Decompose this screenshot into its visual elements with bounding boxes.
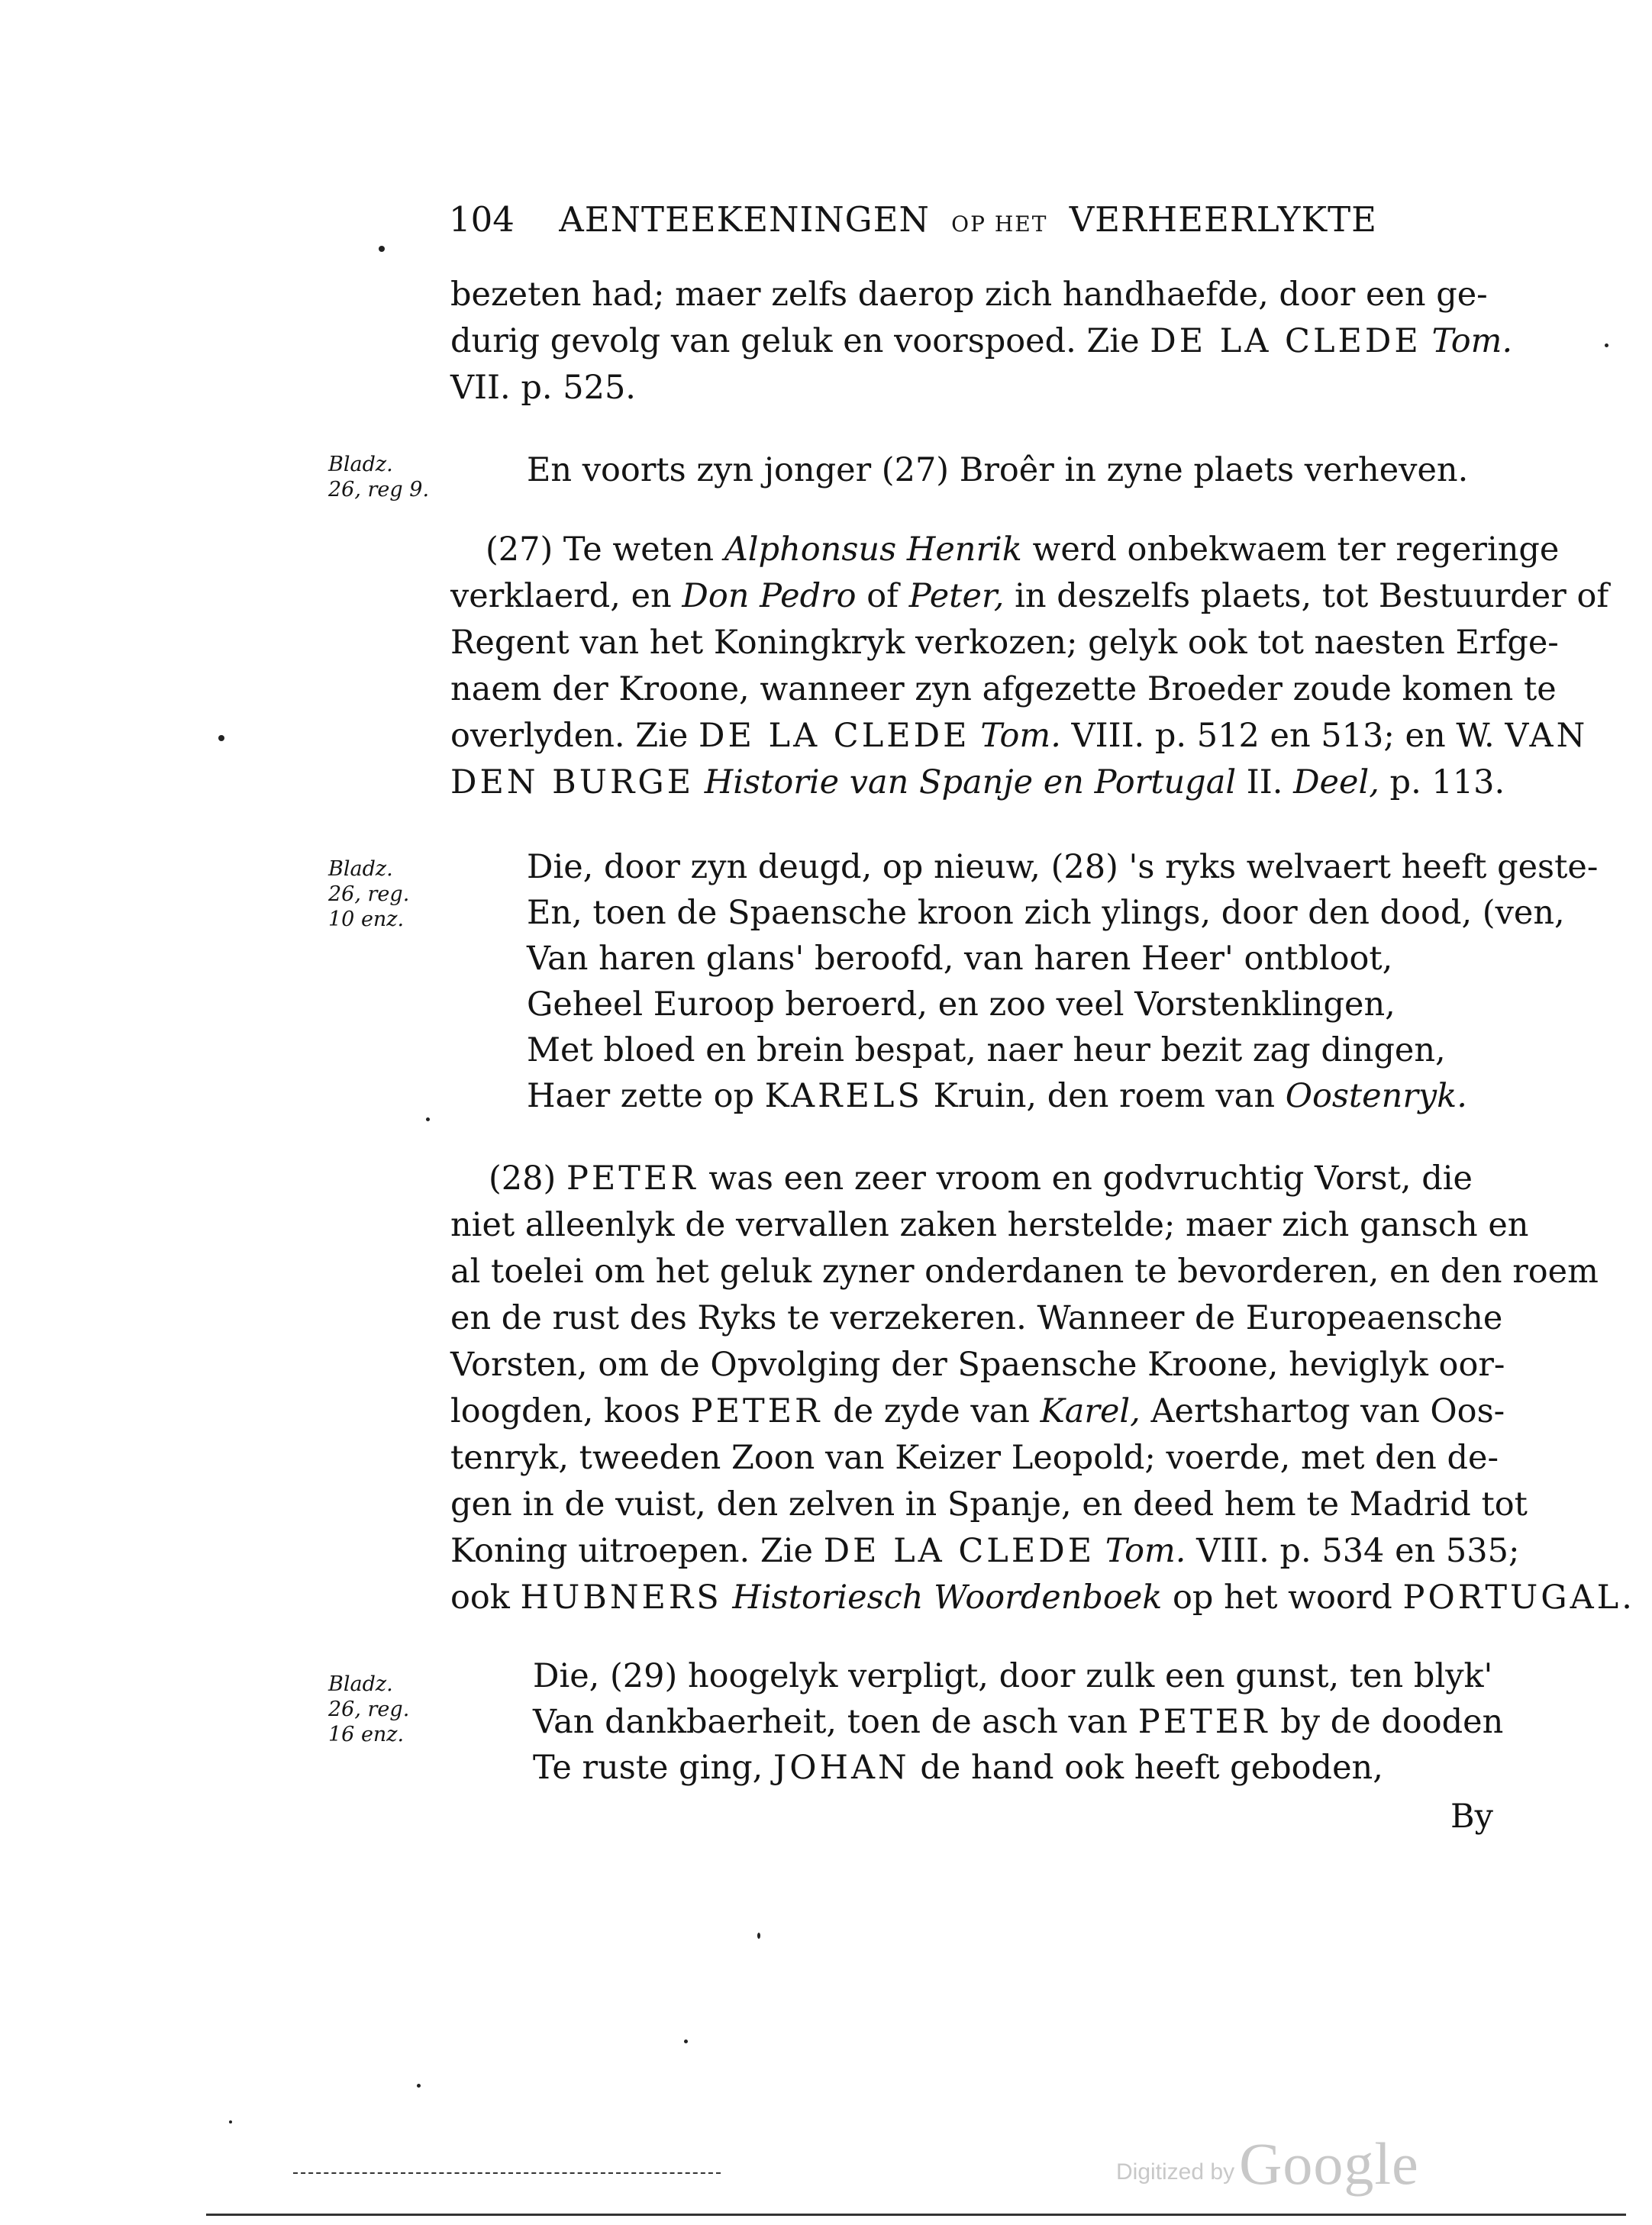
text-line: en de rust des Ryks te verzekeren. Wanneer de Europeaensche (450, 1299, 1503, 1337)
margin-note: Bladz. 26, reg. 16 enz. (328, 1672, 410, 1746)
text-line: DEN BURGE Historie van Spanje en Portugal II. Deel, p. 113. (450, 763, 1505, 801)
verse-line: En, toen de Spaensche kroon zich ylings, door den dood, (ven, (527, 894, 1565, 932)
page-number: 104 (449, 199, 515, 240)
text-line: VII. p. 525. (450, 369, 636, 407)
scan-speck (218, 735, 224, 741)
verse-line: Te ruste ging, JOHAN de hand ook heeft geboden, (533, 1749, 1383, 1787)
text-line: bezeten had; maer zelfs daerop zich handhaefde, door een ge- (450, 276, 1488, 314)
text-line: tenryk, tweeden Zoon van Keizer Leopold; voerde, met den de- (450, 1439, 1499, 1477)
header-title-left: AENTEEKENINGEN (559, 199, 930, 240)
text-line: Regent van het Koningkryk verkozen; gelyk ook tot naesten Erfge- (450, 624, 1559, 662)
text-line: gen in de vuist, den zelven in Spanje, en deed hem te Madrid tot (450, 1485, 1528, 1524)
text-line: (28) PETER was een zeer vroom en godvruchtig Vorst, die (489, 1159, 1473, 1198)
text-line: durig gevolg van geluk en voorspoed. Zie DE LA CLEDE Tom. (450, 322, 1513, 360)
scan-speck (379, 246, 385, 252)
verse-line: Met bloed en brein bespat, naer heur bezit zag dingen, (527, 1031, 1446, 1069)
google-logo: Google (1239, 2130, 1419, 2197)
text-line: Koning uitroepen. Zie DE LA CLEDE Tom. VIII. p. 534 en 535; (450, 1532, 1520, 1570)
scan-speck (426, 1117, 430, 1121)
verse-block (533, 1653, 1510, 1791)
scan-speck (1605, 343, 1608, 347)
verse-line: En voorts zyn jonger (27) Broêr in zyne plaets verheven. (527, 451, 1469, 489)
text-line: (27) Te weten Alphonsus Henrik werd onbekwaem ter regeringe (486, 530, 1560, 569)
margin-note: Bladz. 26, reg 9. (328, 453, 430, 501)
text-line: niet alleenlyk de vervallen zaken herstelde; maer zich gansch en (450, 1206, 1529, 1244)
text-line: naem der Kroone, wanneer zyn afgezette Broeder zoude komen te (450, 670, 1557, 708)
digitized-watermark (1116, 2130, 1419, 2198)
text-line: al toelei om het geluk zyner onderdanen te bevorderen, en den roem (450, 1253, 1599, 1291)
catchword: By (1450, 1798, 1493, 1836)
text-line: overlyden. Zie DE LA CLEDE Tom. VIII. p. 512 en 513; en W. VAN (450, 717, 1589, 755)
scan-speck (684, 2040, 688, 2043)
verse-line: Geheel Euroop beroerd, en zoo veel Vorstenklingen, (527, 985, 1395, 1024)
verse-line: Die, (29) hoogelyk verpligt, door zulk een gunst, ten blyk' (533, 1657, 1493, 1695)
scan-line (206, 2214, 1626, 2216)
running-header (449, 197, 1457, 247)
margin-note: Bladz. 26, reg. 10 enz. (328, 857, 410, 931)
verse-block (527, 844, 1599, 1119)
verse-line: Haer zette op KARELS Kruin, den roem van Oostenryk. (527, 1077, 1467, 1115)
verse-line: Van haren glans' beroofd, van haren Heer' ontbloot, (527, 940, 1393, 978)
scan-speck (757, 1933, 760, 1939)
reference-author: DE LA CLEDE (1150, 322, 1421, 360)
text-line: ook HUBNERS Historiesch Woordenboek op het woord PORTUGAL. (450, 1578, 1635, 1617)
scan-speck (417, 2084, 421, 2088)
verse-block (527, 447, 1504, 493)
text-line: verklaerd, en Don Pedro of Peter, in deszelfs plaets, tot Bestuurder of (450, 577, 1609, 615)
text-line: Vorsten, om de Opvolging der Spaensche Kroone, heviglyk oor- (450, 1346, 1505, 1384)
text-line: loogden, koos PETER de zyde van Karel, Aertshartog van Oos- (450, 1392, 1505, 1430)
footnote-28 (450, 1156, 1635, 1621)
verse-line: Van dankbaerheit, toen de asch van PETER by de dooden (533, 1703, 1504, 1741)
scan-speck (229, 2120, 232, 2123)
footnote-27 (450, 527, 1609, 806)
continuation-paragraph (450, 272, 1513, 411)
verse-line: Die, door zyn deugd, op nieuw, (28) 's ryks welvaert heeft geste- (527, 848, 1599, 886)
watermark-prefix: Digitized by (1116, 2159, 1235, 2185)
header-title-right: VERHEERLYKTE (1069, 199, 1377, 240)
scan-line (293, 2172, 721, 2174)
header-title-mid: OP HET (951, 211, 1048, 237)
